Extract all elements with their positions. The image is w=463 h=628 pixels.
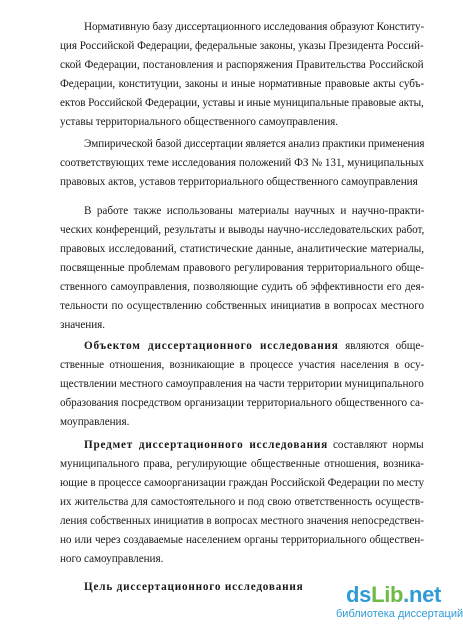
dslib-watermark <box>330 582 463 626</box>
text-line <box>84 339 424 353</box>
logo-net: .net <box>403 582 442 607</box>
bold-heading: Цель диссертационного исследования <box>84 581 304 593</box>
text-line <box>60 495 424 509</box>
text-line <box>60 299 424 313</box>
line-text: ления собственных инициатив в вопросах местного значения непосредствен- <box>60 515 424 527</box>
line-text: муниципального права, регулирующие общественные отношения, возника- <box>60 458 424 470</box>
line-text: Нормативную базу диссертационного исследования образуют Конститу- <box>84 21 425 33</box>
bold-heading: Предмет диссертационного исследования <box>84 439 329 451</box>
line-text: ного самоуправления. <box>60 553 164 565</box>
line-text: ственные отношения, возникающие в процессе участия населения в осу- <box>60 359 425 371</box>
line-text: правовых актов, уставов территориального общественного самоуправления <box>60 176 418 188</box>
text-line <box>60 96 424 110</box>
text-line <box>60 223 424 237</box>
text-line <box>60 39 424 53</box>
line-text: образования посредством организации территориального общественного са- <box>60 397 424 409</box>
text-line <box>60 476 424 490</box>
line-text: являются обще- <box>338 340 424 352</box>
line-text: моуправления. <box>60 416 130 428</box>
line-text: ческих конференций, результаты и выводы научно-исследовательских работ, <box>60 224 425 236</box>
line-text: тельности по осуществлению собственных инициатив в вопросах местного <box>60 300 425 312</box>
line-text: ющие в процессе самоорганизации граждан Российской Федерации по месту <box>60 477 425 489</box>
line-text: их жительства для самостоятельного и под свою ответственность осуществ- <box>60 496 424 508</box>
text-line <box>60 156 424 170</box>
text-line <box>60 396 424 410</box>
logo-lib: Lib <box>371 582 404 607</box>
text-line <box>60 533 424 547</box>
line-text: значения. <box>60 319 105 331</box>
logo-ds: ds <box>346 582 372 607</box>
text-line <box>84 204 424 218</box>
line-text: ственного самоуправления, позволяющие судить об эффективности его дея- <box>60 281 425 293</box>
bold-heading: Объектом диссертационного исследования <box>84 340 339 352</box>
text-line <box>60 77 424 91</box>
text-line <box>60 58 424 72</box>
watermark-subtitle: библиотека диссертаций <box>336 608 463 620</box>
dslib-logo <box>346 582 441 608</box>
text-line <box>84 137 424 151</box>
line-text: ществлении местного самоуправления на части территории муниципального <box>60 378 424 390</box>
line-text: составляют нормы <box>328 439 424 451</box>
text-line <box>84 580 303 594</box>
text-line <box>84 20 424 34</box>
line-text: ектов Российской Федерации, уставы и иные муниципальные правовые акты, <box>60 97 424 109</box>
text-line <box>60 115 338 129</box>
line-text: Федерации, конституции, законы и иные нормативные правовые акты субъ- <box>60 78 425 90</box>
text-line <box>60 318 105 332</box>
text-line <box>60 514 424 528</box>
text-line <box>60 280 424 294</box>
line-text: ской Федерации, постановления и распоряжения Правительства Российской <box>60 59 424 71</box>
text-line <box>60 358 424 372</box>
line-text: но или через создаваемые населением органы территориального обществен- <box>60 534 424 546</box>
text-line <box>60 552 163 566</box>
text-line <box>60 415 129 429</box>
line-text: соответствующих теме исследования положений ФЗ № 131, муниципальных <box>60 157 424 169</box>
text-line <box>60 377 424 391</box>
text-line <box>84 438 424 452</box>
line-text: уставы территориального общественного самоуправления. <box>60 116 338 128</box>
line-text: ция Российской Федерации, федеральные законы, указы Президента Россий- <box>60 40 424 52</box>
text-line <box>60 457 424 471</box>
line-text: Эмпирической базой диссертации является анализ практики применения <box>84 138 425 150</box>
text-line <box>60 242 424 256</box>
line-text: В работе также использованы материалы научных и научно-практи- <box>84 205 425 217</box>
line-text: посвященные проблемам правового регулирования территориального обще- <box>60 262 424 274</box>
line-text: правовых исследований, статистические данные, аналитические материалы, <box>60 243 424 255</box>
text-line <box>60 175 418 189</box>
text-line <box>60 261 424 275</box>
